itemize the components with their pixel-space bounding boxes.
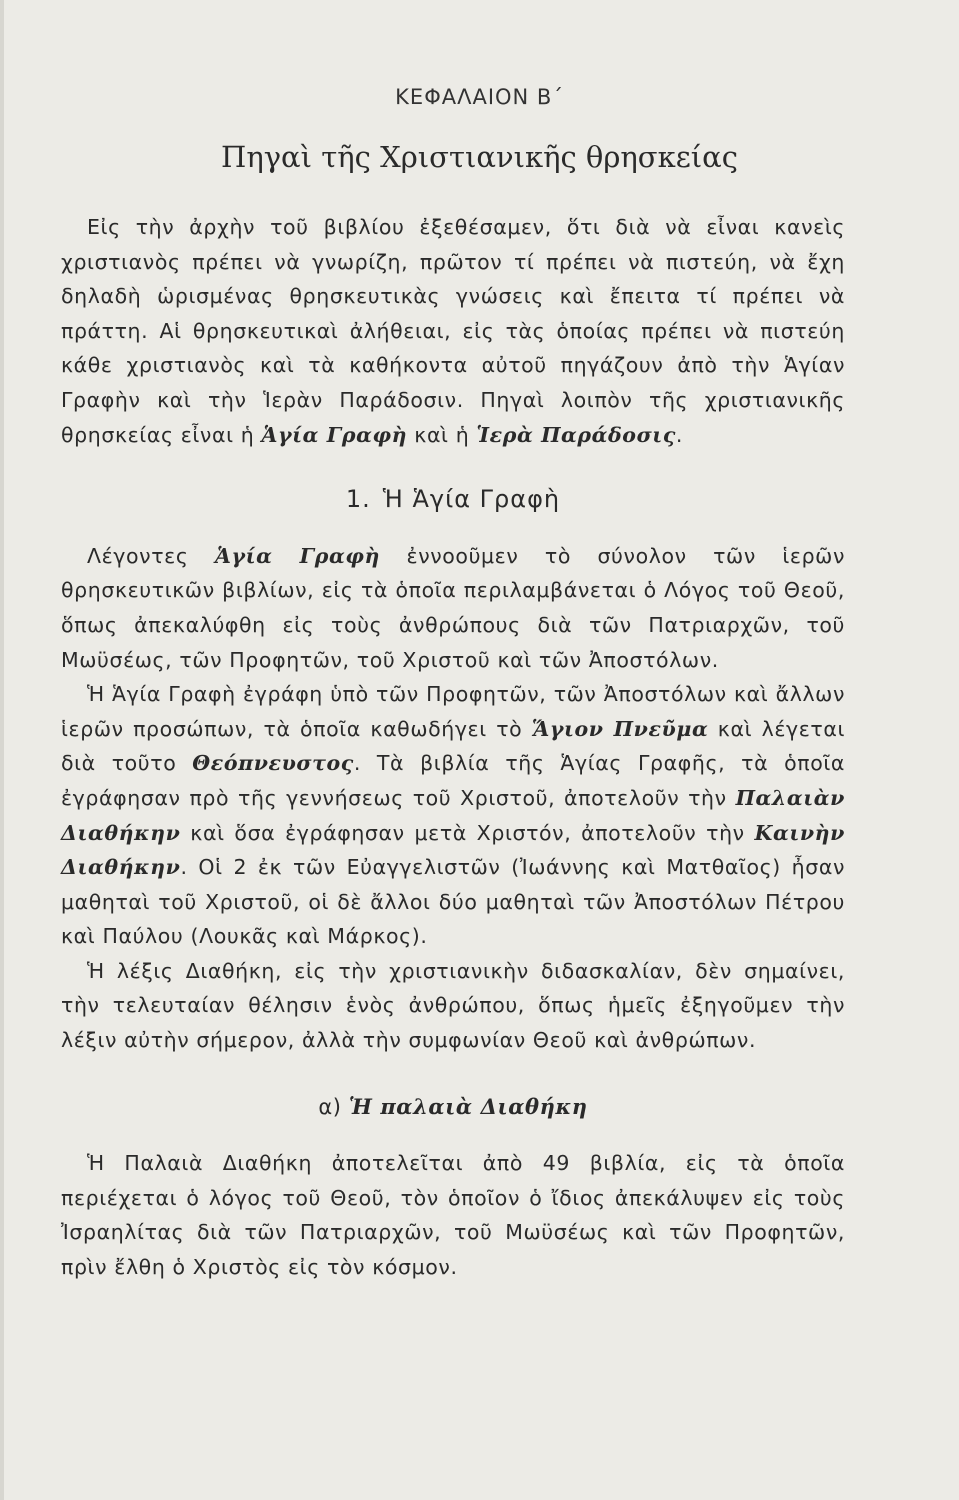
page-edge bbox=[0, 0, 4, 1500]
paragraph-definition bbox=[61, 539, 845, 677]
subsection-title: Ἡ παλαιὰ Διαθήκη bbox=[348, 1093, 588, 1119]
chapter-title: Πηγαὶ τῆς Χριστιανικῆς θρησκείας bbox=[221, 140, 738, 174]
intro-emphasis-holy-tradition: Ἱερὰ Παράδοσις bbox=[476, 422, 676, 447]
intro-emphasis-holy-scripture: Ἁγία Γραφὴ bbox=[261, 422, 408, 447]
p3-text-1: Ἡ λέξις Διαθήκη, εἰς τὴν χριστιανικὴν διδασκαλίαν, δὲν σημαίνει, τὴν τελευταίαν θέλησιν ἑνὸς ἀνθρώπου, ὅπως ἡμεῖς ἐξηγοῦμεν τὴν λέξιν αὐτὴν σήμερον, ἀλλὰ τὴν συμφωνίαν Θεοῦ καὶ ἀνθρώπων. bbox=[61, 958, 845, 1053]
p2-emphasis-god-inspired: Θεόπνευστος bbox=[192, 751, 354, 776]
section-number: 1. bbox=[345, 485, 371, 514]
p4-text-1: Ἡ Παλαιὰ Διαθήκη ἀποτελεῖται ἀπὸ 49 βιβλία, εἰς τὰ ὁποῖα περιέχεται ὁ λόγος τοῦ Θεοῦ, τὸν ὁποῖον ὁ ἴδιος ἀπεκάλυψεν εἰς τοὺς Ἰσραηλίτας διὰ τῶν Πατριαρχῶν, τοῦ Μωϋσέως καὶ τῶν Προφητῶν, πρὶν ἔλθη ὁ Χριστὸς εἰς τὸν κόσμον. bbox=[61, 1151, 845, 1280]
p1-emphasis: Ἁγία Γραφὴ bbox=[214, 543, 381, 568]
p2-text-4: καὶ ὅσα ἐγράφησαν μετὰ Χριστόν, ἀποτελοῦν τὴν bbox=[180, 820, 755, 845]
intro-text-2: καὶ ἡ bbox=[407, 422, 477, 447]
intro-text-1: Εἰς τὴν ἀρχὴν τοῦ βιβλίου ἐξεθέσαμεν, ὅτι διὰ νὰ εἶναι κανεὶς χριστιανὸς πρέπει νὰ γνωρίζη, πρῶτον τί πρέπει νὰ πιστεύη, νὰ ἔχη δηλαδὴ ὡρισμένας θρησκευτικὰς γνώσεις καὶ ἔπειτα τί πρέπει νὰ πράττη. Αἱ θρησκευτικαὶ ἀλήθειαι, εἰς τὰς ὁποίας πρέπει νὰ πιστεύη κάθε χριστιανὸς καὶ τὰ καθήκοντα αὐτοῦ πηγάζουν ἀπὸ τὴν Ἁγίαν Γραφὴν καὶ τὴν Ἱερὰν Παράδοσιν. Πηγαὶ λοιπὸν τῆς χριστιανικῆς θρησκείας εἶναι ἡ bbox=[61, 215, 845, 447]
paragraph-old-testament bbox=[61, 1146, 845, 1284]
paragraph-authorship bbox=[61, 677, 845, 954]
p1-text-1: Λέγοντες bbox=[87, 543, 215, 568]
subsection-heading-old-testament bbox=[61, 1090, 845, 1125]
p2-text-1: Ἡ Ἁγία Γραφὴ ἐγράφη ὑπὸ τῶν Προφητῶν, τῶν Ἀποστόλων καὶ ἄλλων ἱερῶν προσώπων, τὰ ὁποῖα καθωδήγει τὸ bbox=[61, 682, 845, 741]
section-title: Ἡ Ἁγία Γραφὴ bbox=[382, 485, 561, 514]
subsection-label: α) bbox=[318, 1094, 342, 1119]
p2-text-3: . Τὰ βιβλία τῆς Ἁγίας Γραφῆς, τὰ ὁποῖα ἐγράφησαν πρὸ τῆς γεννήσεως τοῦ Χριστοῦ, ἀποτελοῦν τὴν bbox=[61, 751, 845, 810]
p1-text-2: ἐννοοῦμεν τὸ σύνολον τῶν ἱερῶν θρησκευτικῶν βιβλίων, εἰς τὰ ὁποῖα περιλαμβάνεται ὁ Λόγος τοῦ Θεοῦ, ὅπως ἀπεκαλύφθη εἰς τοὺς ἀνθρώπους διὰ τῶν Πατριαρχῶν, τοῦ Μωϋσέως, τῶν Προφητῶν, τοῦ Χριστοῦ καὶ τῶν Ἀποστόλων. bbox=[61, 543, 846, 672]
p2-emphasis-holy-spirit: Ἅγιον Πνεῦμα bbox=[531, 716, 709, 741]
intro-paragraph bbox=[61, 210, 845, 452]
p2-emphasis-old-testament: Παλαιὰν Διαθήκην bbox=[61, 785, 845, 845]
chapter-heading: ΚΕΦΑΛΑΙΟΝ Β΄ bbox=[395, 85, 564, 109]
section-heading-holy-scripture bbox=[61, 482, 845, 517]
p2-emphasis-new-testament: Καινὴν Διαθήκην bbox=[61, 820, 845, 880]
page-body bbox=[61, 210, 845, 1285]
intro-text-3: . bbox=[675, 422, 684, 447]
paragraph-testament-meaning bbox=[61, 954, 845, 1058]
p2-text-5: . Οἱ 2 ἐκ τῶν Εὐαγγελιστῶν (Ἰωάννης καὶ Ματθαῖος) ἦσαν μαθηταὶ τοῦ Χριστοῦ, οἱ δὲ ἄλλοι δύο μαθηταὶ τῶν Ἀποστόλων Πέτρου καὶ Παύλου (Λουκᾶς καὶ Μάρκος). bbox=[61, 855, 845, 949]
p2-text-2: καὶ λέγεται διὰ τοῦτο bbox=[61, 716, 846, 776]
